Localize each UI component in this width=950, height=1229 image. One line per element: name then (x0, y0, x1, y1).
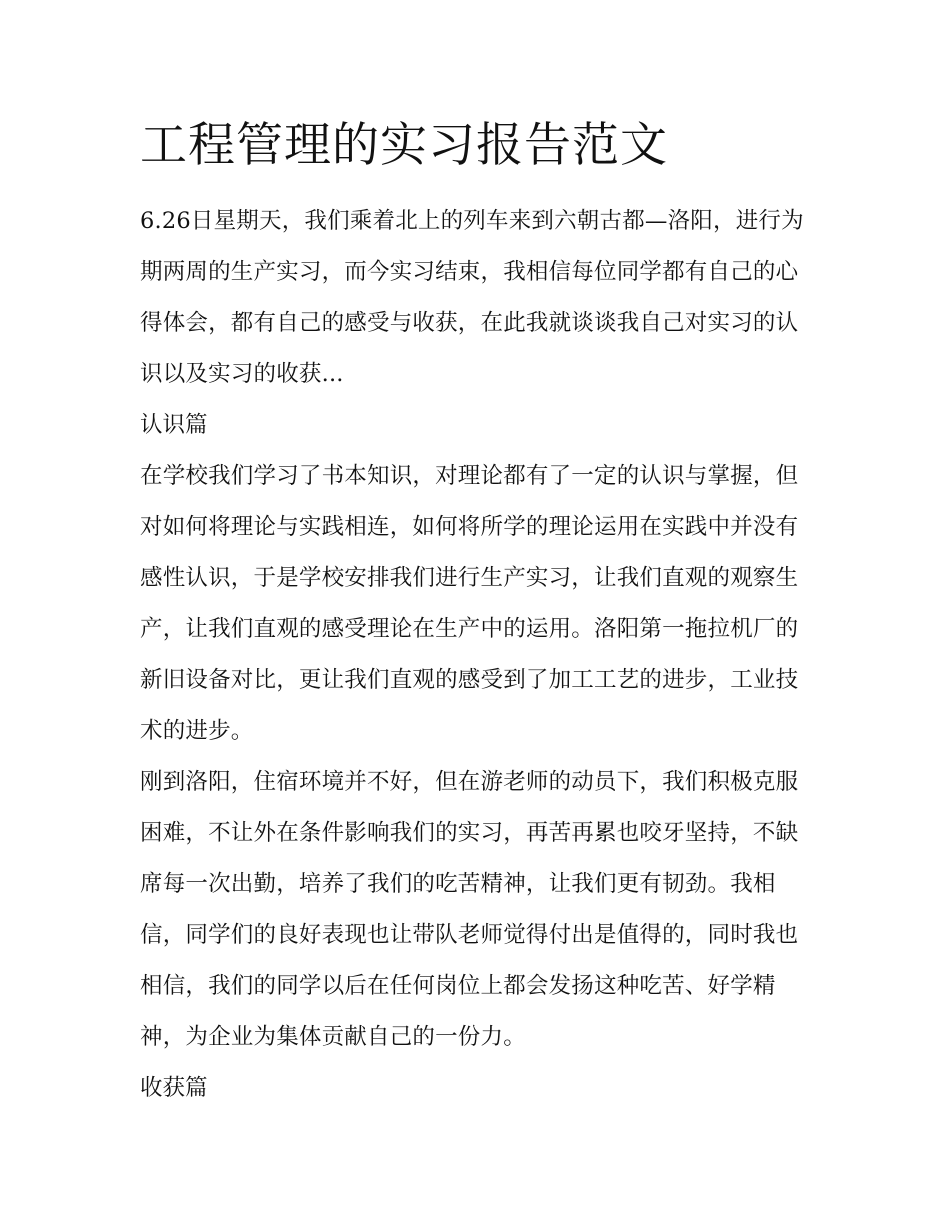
recognition-paragraph-2: 刚到洛阳，住宿环境并不好，但在游老师的动员下，我们积极克服困难，不让外在条件影响我们的实习，再苦再累也咬牙坚持，不缺席每一次出勤，培养了我们的吃苦精神，让我们更有韧劲。我相信，同学们的良好表现也让带队老师觉得付出是值得的，同时我也相信，我们的同学以后在任何岗位上都会发扬这种吃苦、好学精神，为企业为集体贡献自己的一份力。 (140, 769, 799, 1050)
document-body (140, 196, 812, 1114)
section-heading-recognition: 认识篇 (140, 412, 208, 438)
section-heading-harvest: 收获篇 (140, 1075, 208, 1101)
recognition-paragraph-1: 在学校我们学习了书本知识，对理论都有了一定的认识与掌握，但对如何将理论与实践相连，如何将所学的理论运用在实践中并没有感性认识，于是学校安排我们进行生产实习，让我们直观的观察生产，让我们直观的感受理论在生产中的运用。洛阳第一拖拉机厂的新旧设备对比，更让我们直观的感受到了加工工艺的进步，工业技术的进步。 (140, 463, 799, 744)
document-title: 工程管理的实习报告范文 (140, 118, 668, 173)
intro-paragraph: 6.26日星期天，我们乘着北上的列车来到六朝古都—洛阳，进行为期两周的生产实习，而今实习结束，我相信每位同学都有自己的心得体会，都有自己的感受与收获，在此我就谈谈我自己对实习的认识以及实习的收获... (140, 208, 804, 387)
